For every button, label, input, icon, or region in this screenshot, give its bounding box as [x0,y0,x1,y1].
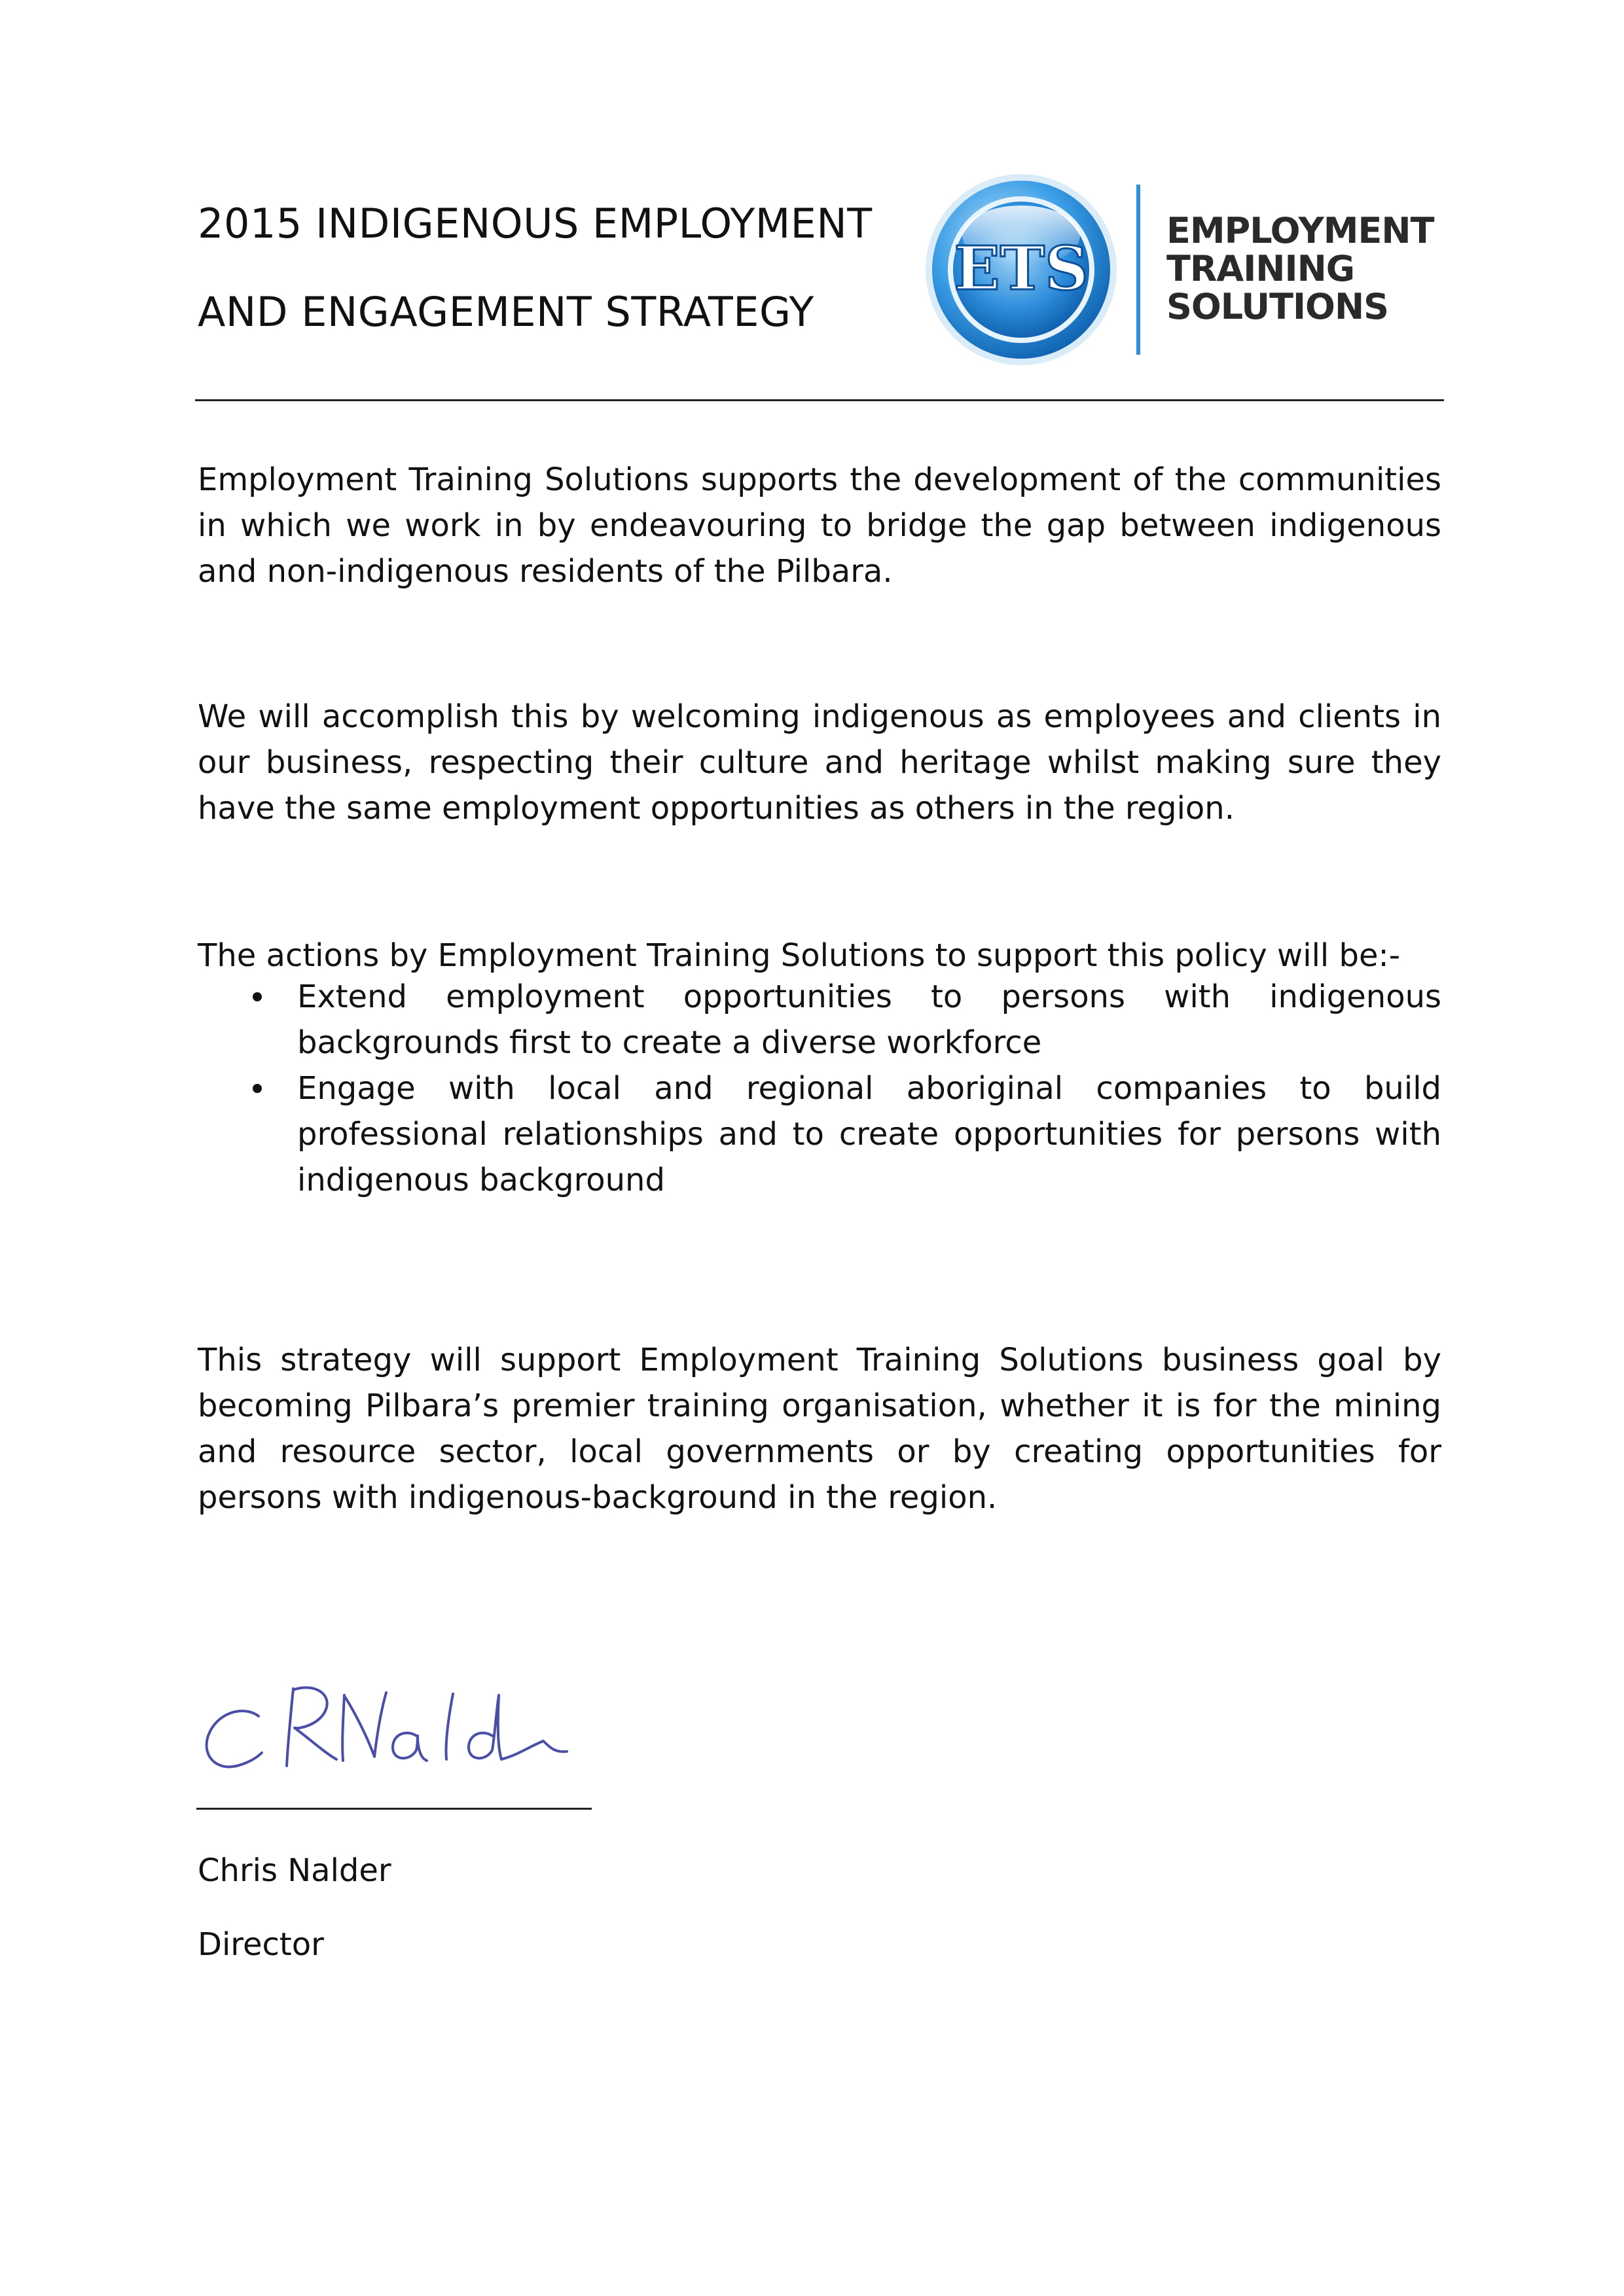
logo-badge-text: ETS [954,233,1089,304]
bullet-icon [253,1084,262,1093]
document-title-line-1: 2015 INDIGENOUS EMPLOYMENT [198,200,873,247]
actions-list [198,974,1441,1203]
commitment-paragraph: We will accomplish this by welcoming indigenous as employees and clients in our business, respecting their culture and heritage whilst making sure they have the same employment opportunities as others in the region. [198,698,1441,827]
handwritten-signature [196,1676,576,1787]
bullet-icon [253,992,262,1001]
header-divider [195,399,1444,401]
logo-name-line-2: TRAINING [1166,248,1355,289]
action-text: Extend employment opportunities to persons with indigenous backgrounds first to create a diverse workforce [297,978,1441,1061]
list-item [198,1066,1441,1203]
action-text: Engage with local and regional aboriginal companies to build professional relationships and to create opportunities for persons with indigenous background [297,1070,1441,1198]
intro-paragraph: Employment Training Solutions supports the development of the communities in which we work in by endeavouring to bridge the gap between indigenous and non-indigenous residents of the Pilbara. [198,461,1441,590]
list-item [198,974,1441,1066]
document-title-line-2: AND ENGAGEMENT STRATEGY [198,288,814,336]
signature-line [196,1808,592,1810]
logo-divider [1136,185,1140,355]
actions-intro: The actions by Employment Training Solutions to support this policy will be:- [198,937,1401,974]
logo-name-line-3: SOLUTIONS [1166,286,1389,327]
signatory-title: Director [198,1926,324,1963]
ets-badge-icon [923,170,1119,367]
company-logo [923,170,1434,367]
signatory-name: Chris Nalder [198,1852,391,1889]
goal-paragraph: This strategy will support Employment Training Solutions business goal by becoming Pilbara’s premier training organisation, whether it is for the mining and resource sector, local governments or by creating opportunities for persons with indigenous-background in the region. [198,1342,1441,1516]
logo-name-line-1: EMPLOYMENT [1166,210,1434,251]
